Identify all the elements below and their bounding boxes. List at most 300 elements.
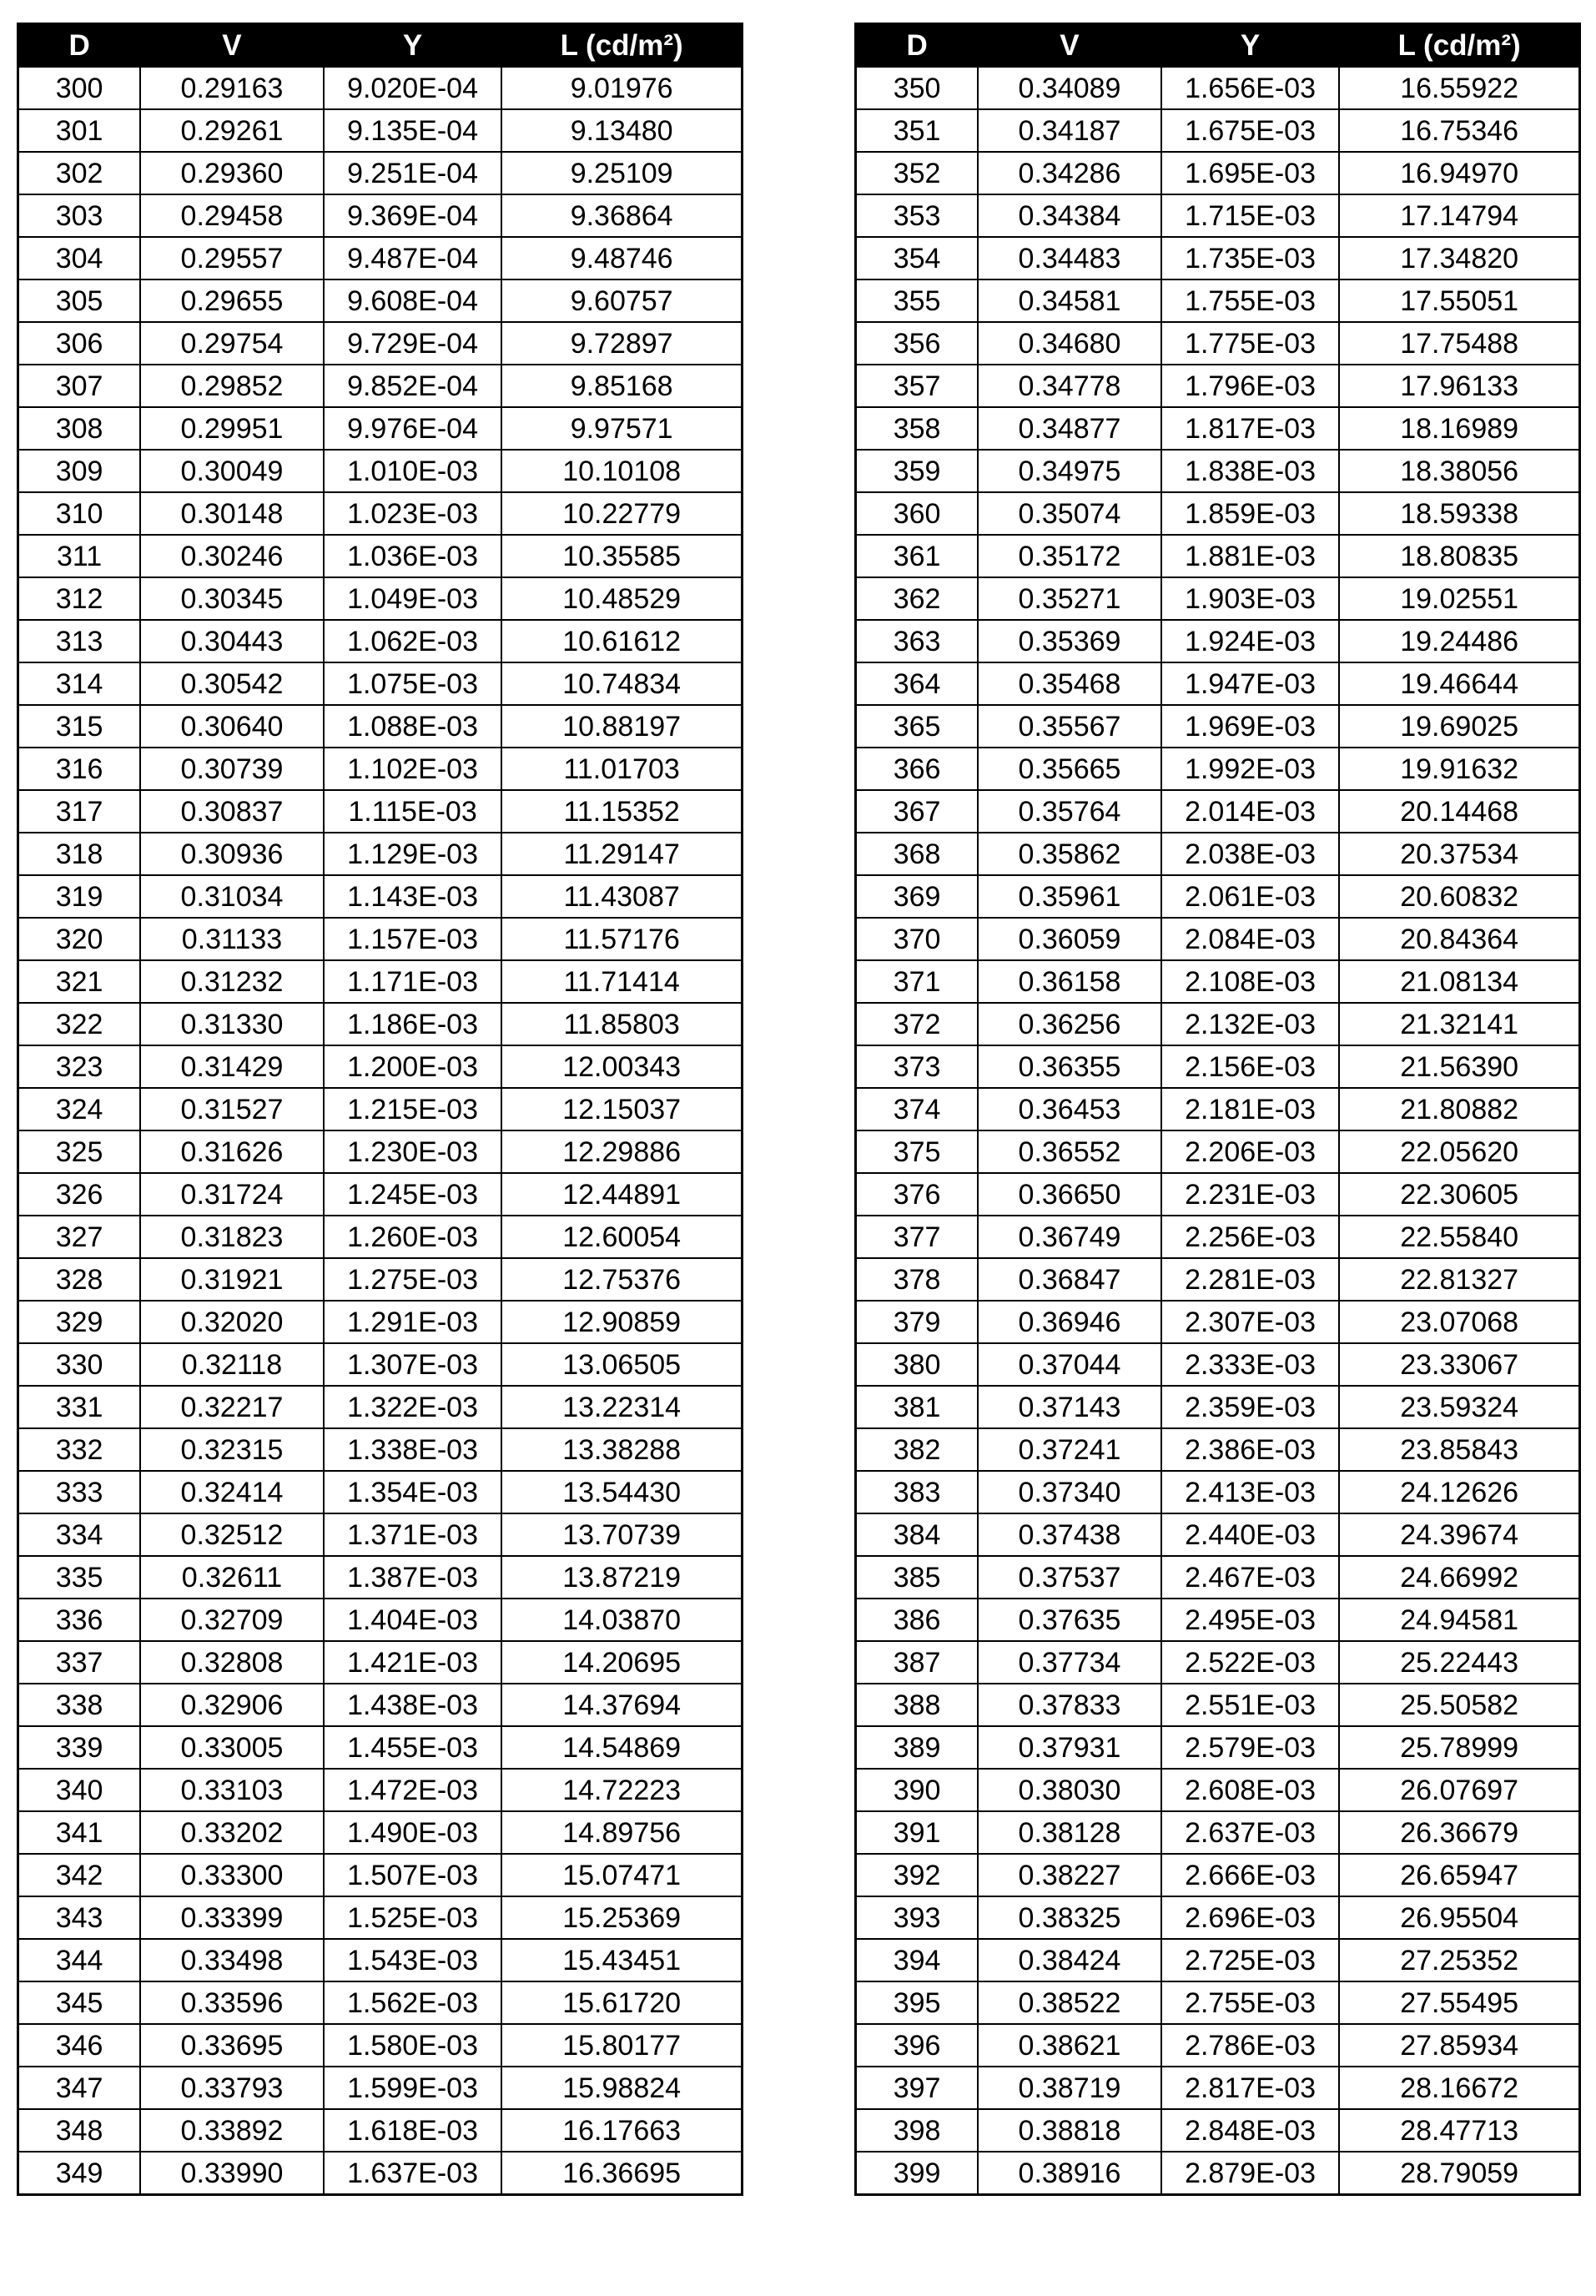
table-cell-l: 9.85168 xyxy=(501,365,742,407)
table-cell-v: 0.29261 xyxy=(140,109,324,152)
table-cell-d: 347 xyxy=(18,2067,141,2109)
table-cell-v: 0.29557 xyxy=(140,237,324,279)
table-cell-l: 19.69025 xyxy=(1339,705,1579,748)
table-row xyxy=(856,1896,1580,1939)
table-cell-y: 1.023E-03 xyxy=(324,492,502,535)
table-cell-d: 319 xyxy=(18,875,141,918)
table-row xyxy=(856,620,1580,662)
table-row xyxy=(856,577,1580,620)
table-cell-l: 23.07068 xyxy=(1339,1301,1579,1343)
table-cell-d: 353 xyxy=(856,194,979,237)
table-row xyxy=(856,1045,1580,1088)
table-cell-v: 0.30739 xyxy=(140,748,324,790)
table-cell-l: 13.54430 xyxy=(501,1471,742,1513)
table-row xyxy=(18,1769,743,1811)
table-row xyxy=(18,960,743,1003)
table-cell-y: 2.206E-03 xyxy=(1161,1130,1340,1173)
table-row xyxy=(856,152,1580,194)
table-cell-l: 28.79059 xyxy=(1339,2152,1579,2195)
table-cell-l: 15.80177 xyxy=(501,2024,742,2067)
table-cell-v: 0.30148 xyxy=(140,492,324,535)
table-cell-l: 21.08134 xyxy=(1339,960,1579,1003)
table-cell-l: 22.30605 xyxy=(1339,1173,1579,1216)
table-row xyxy=(856,1343,1580,1386)
table-cell-l: 18.38056 xyxy=(1339,450,1579,492)
table-cell-y: 2.467E-03 xyxy=(1161,1556,1340,1599)
table-row xyxy=(18,833,743,875)
table-row xyxy=(18,790,743,833)
table-cell-v: 0.32315 xyxy=(140,1428,324,1471)
table-cell-l: 11.85803 xyxy=(501,1003,742,1045)
table-cell-d: 339 xyxy=(18,1726,141,1769)
table-cell-l: 11.29147 xyxy=(501,833,742,875)
table-cell-v: 0.37537 xyxy=(978,1556,1161,1599)
table-row xyxy=(18,1981,743,2024)
table-cell-d: 349 xyxy=(18,2152,141,2195)
table-cell-d: 302 xyxy=(18,152,141,194)
table-cell-y: 2.608E-03 xyxy=(1161,1769,1340,1811)
table-cell-v: 0.35074 xyxy=(978,492,1161,535)
table-cell-y: 2.637E-03 xyxy=(1161,1811,1340,1854)
table-row xyxy=(856,1216,1580,1258)
table-cell-v: 0.33990 xyxy=(140,2152,324,2195)
table-cell-y: 1.562E-03 xyxy=(324,1981,502,2024)
table-cell-v: 0.30345 xyxy=(140,577,324,620)
table-row xyxy=(18,662,743,705)
table-cell-d: 355 xyxy=(856,279,979,322)
table-cell-d: 354 xyxy=(856,237,979,279)
table-cell-v: 0.30542 xyxy=(140,662,324,705)
table-cell-l: 20.14468 xyxy=(1339,790,1579,833)
table-cell-l: 19.24486 xyxy=(1339,620,1579,662)
table-cell-v: 0.36847 xyxy=(978,1258,1161,1301)
table-cell-v: 0.37635 xyxy=(978,1599,1161,1641)
table-row xyxy=(856,450,1580,492)
table-cell-v: 0.33202 xyxy=(140,1811,324,1854)
table-cell-l: 14.89756 xyxy=(501,1811,742,1854)
table-cell-d: 307 xyxy=(18,365,141,407)
table-row xyxy=(856,365,1580,407)
table-cell-d: 341 xyxy=(18,1811,141,1854)
table-cell-v: 0.34581 xyxy=(978,279,1161,322)
table-cell-d: 362 xyxy=(856,577,979,620)
column-header-y: Y xyxy=(324,24,502,68)
table-row xyxy=(856,67,1580,109)
column-header-l: L (cd/m²) xyxy=(1339,24,1579,68)
table-cell-d: 392 xyxy=(856,1854,979,1896)
table-cell-y: 2.551E-03 xyxy=(1161,1684,1340,1726)
table-cell-l: 9.97571 xyxy=(501,407,742,450)
table-cell-y: 1.088E-03 xyxy=(324,705,502,748)
table-cell-l: 26.65947 xyxy=(1339,1854,1579,1896)
table-row xyxy=(18,577,743,620)
table-cell-v: 0.30049 xyxy=(140,450,324,492)
table-cell-v: 0.32020 xyxy=(140,1301,324,1343)
table-cell-y: 1.881E-03 xyxy=(1161,535,1340,577)
table-cell-l: 24.39674 xyxy=(1339,1513,1579,1556)
table-cell-v: 0.38424 xyxy=(978,1939,1161,1981)
table-cell-v: 0.29852 xyxy=(140,365,324,407)
table-cell-y: 1.796E-03 xyxy=(1161,365,1340,407)
table-cell-l: 26.95504 xyxy=(1339,1896,1579,1939)
table-cell-y: 1.637E-03 xyxy=(324,2152,502,2195)
table-row xyxy=(856,748,1580,790)
table-cell-l: 15.61720 xyxy=(501,1981,742,2024)
table-cell-d: 329 xyxy=(18,1301,141,1343)
table-cell-y: 2.014E-03 xyxy=(1161,790,1340,833)
table-row xyxy=(18,450,743,492)
table-cell-y: 2.386E-03 xyxy=(1161,1428,1340,1471)
table-cell-l: 13.06505 xyxy=(501,1343,742,1386)
table-cell-v: 0.37241 xyxy=(978,1428,1161,1471)
table-row xyxy=(18,152,743,194)
table-row xyxy=(856,1386,1580,1428)
table-row xyxy=(856,1471,1580,1513)
table-cell-d: 391 xyxy=(856,1811,979,1854)
table-cell-l: 11.15352 xyxy=(501,790,742,833)
table-cell-y: 1.062E-03 xyxy=(324,620,502,662)
table-cell-y: 1.618E-03 xyxy=(324,2109,502,2152)
table-cell-d: 376 xyxy=(856,1173,979,1216)
table-cell-d: 343 xyxy=(18,1896,141,1939)
table-cell-l: 25.78999 xyxy=(1339,1726,1579,1769)
table-cell-d: 394 xyxy=(856,1939,979,1981)
table-cell-d: 360 xyxy=(856,492,979,535)
table-row xyxy=(856,1854,1580,1896)
table-cell-v: 0.32118 xyxy=(140,1343,324,1386)
table-cell-y: 1.404E-03 xyxy=(324,1599,502,1641)
table-cell-v: 0.35271 xyxy=(978,577,1161,620)
table-cell-l: 14.20695 xyxy=(501,1641,742,1684)
table-cell-v: 0.33695 xyxy=(140,2024,324,2067)
table-cell-d: 375 xyxy=(856,1130,979,1173)
table-cell-d: 358 xyxy=(856,407,979,450)
table-row xyxy=(856,407,1580,450)
table-row xyxy=(18,322,743,365)
table-cell-v: 0.31724 xyxy=(140,1173,324,1216)
table-cell-y: 1.599E-03 xyxy=(324,2067,502,2109)
table-cell-y: 2.281E-03 xyxy=(1161,1258,1340,1301)
table-cell-d: 369 xyxy=(856,875,979,918)
table-cell-l: 12.15037 xyxy=(501,1088,742,1130)
table-cell-y: 1.215E-03 xyxy=(324,1088,502,1130)
table-cell-v: 0.37438 xyxy=(978,1513,1161,1556)
table-row xyxy=(856,2109,1580,2152)
table-cell-y: 2.359E-03 xyxy=(1161,1386,1340,1428)
table-cell-y: 2.848E-03 xyxy=(1161,2109,1340,2152)
table-row xyxy=(856,322,1580,365)
table-cell-y: 9.487E-04 xyxy=(324,237,502,279)
table-cell-y: 2.132E-03 xyxy=(1161,1003,1340,1045)
table-cell-d: 356 xyxy=(856,322,979,365)
table-cell-d: 380 xyxy=(856,1343,979,1386)
table-cell-v: 0.34187 xyxy=(978,109,1161,152)
table-cell-v: 0.37340 xyxy=(978,1471,1161,1513)
table-cell-d: 336 xyxy=(18,1599,141,1641)
table-cell-v: 0.35172 xyxy=(978,535,1161,577)
table-cell-y: 1.421E-03 xyxy=(324,1641,502,1684)
table-cell-d: 365 xyxy=(856,705,979,748)
table-cell-y: 2.817E-03 xyxy=(1161,2067,1340,2109)
column-header-d: D xyxy=(856,24,979,68)
header-row xyxy=(18,24,743,68)
table-cell-y: 1.387E-03 xyxy=(324,1556,502,1599)
table-cell-l: 19.91632 xyxy=(1339,748,1579,790)
table-cell-d: 345 xyxy=(18,1981,141,2024)
table-cell-d: 383 xyxy=(856,1471,979,1513)
table-cell-d: 333 xyxy=(18,1471,141,1513)
table-cell-v: 0.37044 xyxy=(978,1343,1161,1386)
table-cell-l: 20.37534 xyxy=(1339,833,1579,875)
table-cell-l: 22.05620 xyxy=(1339,1130,1579,1173)
table-cell-d: 332 xyxy=(18,1428,141,1471)
table-cell-l: 10.88197 xyxy=(501,705,742,748)
table-cell-l: 23.33067 xyxy=(1339,1343,1579,1386)
table-cell-l: 9.01976 xyxy=(501,67,742,109)
table-cell-d: 311 xyxy=(18,535,141,577)
table-cell-l: 17.34820 xyxy=(1339,237,1579,279)
table-cell-d: 381 xyxy=(856,1386,979,1428)
table-cell-d: 342 xyxy=(18,1854,141,1896)
table-cell-l: 19.02551 xyxy=(1339,577,1579,620)
table-cell-d: 351 xyxy=(856,109,979,152)
header-row xyxy=(856,24,1580,68)
table-cell-y: 1.675E-03 xyxy=(1161,109,1340,152)
table-cell-l: 20.84364 xyxy=(1339,918,1579,960)
table-cell-l: 11.57176 xyxy=(501,918,742,960)
table-cell-y: 1.157E-03 xyxy=(324,918,502,960)
table-cell-l: 21.80882 xyxy=(1339,1088,1579,1130)
table-cell-l: 9.13480 xyxy=(501,109,742,152)
table-cell-l: 18.80835 xyxy=(1339,535,1579,577)
table-row xyxy=(856,492,1580,535)
table-cell-y: 1.322E-03 xyxy=(324,1386,502,1428)
table-cell-l: 23.59324 xyxy=(1339,1386,1579,1428)
table-cell-y: 1.507E-03 xyxy=(324,1854,502,1896)
table-row xyxy=(18,1386,743,1428)
table-row xyxy=(856,790,1580,833)
table-cell-y: 1.260E-03 xyxy=(324,1216,502,1258)
table-row xyxy=(18,1641,743,1684)
table-cell-y: 1.838E-03 xyxy=(1161,450,1340,492)
table-cell-y: 1.115E-03 xyxy=(324,790,502,833)
table-cell-d: 337 xyxy=(18,1641,141,1684)
table-cell-v: 0.36749 xyxy=(978,1216,1161,1258)
table-cell-y: 2.696E-03 xyxy=(1161,1896,1340,1939)
table-cell-d: 317 xyxy=(18,790,141,833)
table-cell-y: 1.924E-03 xyxy=(1161,620,1340,662)
table-cell-v: 0.31330 xyxy=(140,1003,324,1045)
table-cell-l: 21.32141 xyxy=(1339,1003,1579,1045)
table-row xyxy=(856,279,1580,322)
table-cell-l: 20.60832 xyxy=(1339,875,1579,918)
table-cell-v: 0.35665 xyxy=(978,748,1161,790)
table-cell-l: 10.35585 xyxy=(501,535,742,577)
table-row xyxy=(18,1003,743,1045)
table-cell-d: 340 xyxy=(18,1769,141,1811)
table-cell-l: 18.59338 xyxy=(1339,492,1579,535)
table-cell-l: 16.17663 xyxy=(501,2109,742,2152)
table-cell-l: 24.66992 xyxy=(1339,1556,1579,1599)
table-cell-v: 0.34483 xyxy=(978,237,1161,279)
table-cell-l: 15.98824 xyxy=(501,2067,742,2109)
table-cell-y: 9.369E-04 xyxy=(324,194,502,237)
table-row xyxy=(18,1258,743,1301)
table-cell-y: 1.354E-03 xyxy=(324,1471,502,1513)
table-cell-l: 11.43087 xyxy=(501,875,742,918)
table-cell-v: 0.35764 xyxy=(978,790,1161,833)
table-cell-l: 12.29886 xyxy=(501,1130,742,1173)
column-header-y: Y xyxy=(1161,24,1340,68)
table-row xyxy=(18,2067,743,2109)
table-cell-y: 1.755E-03 xyxy=(1161,279,1340,322)
table-row xyxy=(856,833,1580,875)
table-cell-d: 397 xyxy=(856,2067,979,2109)
table-cell-d: 321 xyxy=(18,960,141,1003)
table-row xyxy=(18,620,743,662)
table-cell-v: 0.30443 xyxy=(140,620,324,662)
table-cell-v: 0.34286 xyxy=(978,152,1161,194)
table-cell-l: 16.75346 xyxy=(1339,109,1579,152)
table-row xyxy=(856,1811,1580,1854)
table-cell-v: 0.37931 xyxy=(978,1726,1161,1769)
table-cell-d: 314 xyxy=(18,662,141,705)
table-cell-l: 12.60054 xyxy=(501,1216,742,1258)
table-cell-l: 22.55840 xyxy=(1339,1216,1579,1258)
table-row xyxy=(18,875,743,918)
table-cell-y: 2.084E-03 xyxy=(1161,918,1340,960)
table-row xyxy=(18,2152,743,2195)
table-cell-y: 2.156E-03 xyxy=(1161,1045,1340,1088)
table-cell-y: 1.186E-03 xyxy=(324,1003,502,1045)
table-cell-v: 0.38916 xyxy=(978,2152,1161,2195)
table-cell-l: 10.74834 xyxy=(501,662,742,705)
table-row xyxy=(856,1939,1580,1981)
table-cell-v: 0.31921 xyxy=(140,1258,324,1301)
table-cell-v: 0.29655 xyxy=(140,279,324,322)
table-cell-v: 0.36158 xyxy=(978,960,1161,1003)
table-cell-d: 306 xyxy=(18,322,141,365)
table-row xyxy=(856,875,1580,918)
table-cell-d: 316 xyxy=(18,748,141,790)
table-row xyxy=(856,535,1580,577)
table-cell-y: 2.413E-03 xyxy=(1161,1471,1340,1513)
table-cell-v: 0.29163 xyxy=(140,67,324,109)
table-cell-d: 327 xyxy=(18,1216,141,1258)
table-row xyxy=(18,1726,743,1769)
table-row xyxy=(18,705,743,748)
table-cell-y: 1.438E-03 xyxy=(324,1684,502,1726)
table-cell-l: 24.12626 xyxy=(1339,1471,1579,1513)
table-cell-v: 0.38227 xyxy=(978,1854,1161,1896)
table-cell-l: 17.75488 xyxy=(1339,322,1579,365)
table-cell-y: 1.455E-03 xyxy=(324,1726,502,1769)
table-row xyxy=(856,1130,1580,1173)
table-cell-v: 0.31034 xyxy=(140,875,324,918)
table-cell-v: 0.33005 xyxy=(140,1726,324,1769)
column-header-d: D xyxy=(18,24,141,68)
table-cell-v: 0.34384 xyxy=(978,194,1161,237)
table-cell-v: 0.38818 xyxy=(978,2109,1161,2152)
table-row xyxy=(18,1045,743,1088)
table-cell-d: 312 xyxy=(18,577,141,620)
table-cell-y: 1.371E-03 xyxy=(324,1513,502,1556)
luminance-table-right xyxy=(854,23,1581,2196)
table-cell-y: 2.495E-03 xyxy=(1161,1599,1340,1641)
table-cell-d: 315 xyxy=(18,705,141,748)
table-cell-y: 1.171E-03 xyxy=(324,960,502,1003)
table-cell-d: 378 xyxy=(856,1258,979,1301)
table-row xyxy=(18,1301,743,1343)
table-cell-d: 304 xyxy=(18,237,141,279)
table-cell-l: 16.36695 xyxy=(501,2152,742,2195)
table-header xyxy=(18,24,743,68)
table-row xyxy=(856,1981,1580,2024)
table-cell-y: 1.735E-03 xyxy=(1161,237,1340,279)
table-row xyxy=(18,407,743,450)
table-cell-d: 308 xyxy=(18,407,141,450)
table-cell-v: 0.32512 xyxy=(140,1513,324,1556)
table-cell-v: 0.35567 xyxy=(978,705,1161,748)
table-cell-v: 0.34975 xyxy=(978,450,1161,492)
table-cell-d: 399 xyxy=(856,2152,979,2195)
table-cell-y: 9.135E-04 xyxy=(324,109,502,152)
table-cell-v: 0.38719 xyxy=(978,2067,1161,2109)
table-cell-l: 15.43451 xyxy=(501,1939,742,1981)
table-row xyxy=(18,748,743,790)
table-row xyxy=(856,2024,1580,2067)
table-cell-l: 10.22779 xyxy=(501,492,742,535)
table-row xyxy=(18,1343,743,1386)
table-cell-l: 19.46644 xyxy=(1339,662,1579,705)
table-cell-y: 1.992E-03 xyxy=(1161,748,1340,790)
table-row xyxy=(856,2067,1580,2109)
table-cell-v: 0.35862 xyxy=(978,833,1161,875)
table-cell-v: 0.36650 xyxy=(978,1173,1161,1216)
table-cell-v: 0.34089 xyxy=(978,67,1161,109)
table-cell-d: 313 xyxy=(18,620,141,662)
table-cell-l: 17.55051 xyxy=(1339,279,1579,322)
table-row xyxy=(18,1173,743,1216)
table-cell-v: 0.38325 xyxy=(978,1896,1161,1939)
table-cell-y: 1.049E-03 xyxy=(324,577,502,620)
table-cell-d: 324 xyxy=(18,1088,141,1130)
table-row xyxy=(18,279,743,322)
table-cell-v: 0.29458 xyxy=(140,194,324,237)
table-cell-d: 387 xyxy=(856,1641,979,1684)
table-row xyxy=(18,1599,743,1641)
table-row xyxy=(856,109,1580,152)
table-row xyxy=(18,1471,743,1513)
table-cell-v: 0.36256 xyxy=(978,1003,1161,1045)
table-cell-y: 1.338E-03 xyxy=(324,1428,502,1471)
table-cell-d: 393 xyxy=(856,1896,979,1939)
table-cell-y: 9.020E-04 xyxy=(324,67,502,109)
table-cell-v: 0.37143 xyxy=(978,1386,1161,1428)
table-cell-d: 348 xyxy=(18,2109,141,2152)
table-cell-l: 10.10108 xyxy=(501,450,742,492)
table-cell-d: 370 xyxy=(856,918,979,960)
table-cell-d: 361 xyxy=(856,535,979,577)
table-row xyxy=(856,1088,1580,1130)
table-cell-v: 0.36059 xyxy=(978,918,1161,960)
table-cell-v: 0.31823 xyxy=(140,1216,324,1258)
table-cell-d: 389 xyxy=(856,1726,979,1769)
table-row xyxy=(856,1513,1580,1556)
table-cell-d: 335 xyxy=(18,1556,141,1599)
table-cell-l: 25.22443 xyxy=(1339,1641,1579,1684)
table-row xyxy=(18,1130,743,1173)
